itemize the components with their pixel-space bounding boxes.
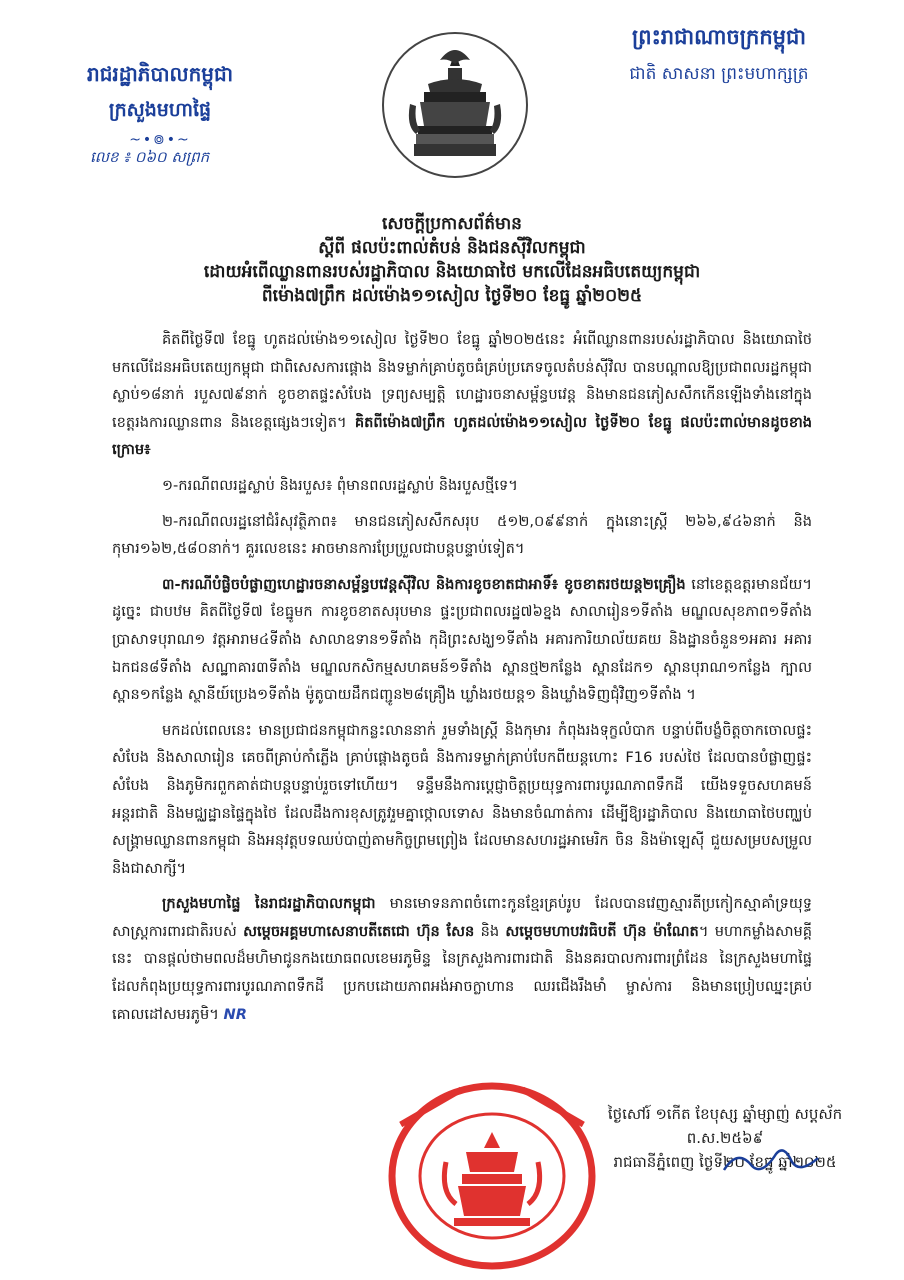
ministry-header: [60, 60, 260, 151]
item-1: ១-ករណីពលរដ្ឋស្លាប់ និងរបួស៖ ពុំមានពលរដ្ឋស្លាប់ និងរបួសថ្មីទេ។: [162, 476, 518, 494]
royal-emblem-icon: [380, 30, 530, 180]
paragraph-1: [112, 326, 812, 464]
leader-name-2: សម្តេចមហាបវរធិបតី ហ៊ុន ម៉ាណែត: [505, 922, 699, 940]
header-ornament: ~•៙•~: [129, 132, 191, 148]
kingdom-name: ព្រះរាជាណាចក្រកម្ពុជា: [631, 25, 806, 49]
item-3: [112, 571, 812, 709]
paragraph-5-text-a: មានមោទនភាពចំពោះកូនខ្មែរគ្រប់រូប ដែលបានវេញស្មារតីប្រកៀកស្មាគាំទ្រយុទ្ធសាស្ត្រការពារជាតិរបស់: [112, 895, 812, 940]
ministry-emphasis: ក្រសួងមហាផ្ទៃ នៃរាជរដ្ឋាភិបាលកម្ពុជា: [162, 895, 376, 913]
paragraph-5-text-b: និង: [474, 922, 506, 940]
item-2: ២-ករណីពលរដ្ឋនៅជំរំសុវត្ថិភាព៖ មានជនភៀសសឹកសរុប ៥១២,០៩៩នាក់ ក្នុងនោះស្ត្រី ២៦៦,៩៤៦នាក់ និងកុមារ១៦២,៥៨០នាក់។ គួរលេខនេះ អាចមានការប្រែប្រួលជាបន្តបន្ទាប់ទៀត។: [112, 512, 812, 558]
initials-mark: NR: [223, 1005, 247, 1023]
item-3-heading: ៣-ករណីបំផ្លិចបំផ្លាញហេដ្ឋារចនាសម្ព័ន្ធបវេន្តស៊ីវិល និងការខូចខាតជាអាទិ៍៖ ខូចខាតរថយន្ត២គ្រឿង: [162, 575, 686, 593]
item-3-text: នៅខេត្តឧត្តរមានជ័យ។ ដូច្នេះ ជាបឋម គិតពីថ្ងៃទី៧ ខែធ្នូមក ការខូចខាតសរុបមាន ផ្ទះប្រជាពលរដ្ឋ៧៦ខ្នង សាលារៀន១ទីតាំង មណ្ឌលសុខភាព១ទីតាំង ប្រាសាទបុរាណ១ វត្តអារាម៤ទីតាំង សាលាឧទាន១ទីតាំង កុដិព្រះសង្ឃ១ទីតាំង អគារការិយាល័យគយ និងដ្ឋានចំនួន១អគារ អគារឯកជន៨ទីតាំង សណ្ឋាគារ៣ទីតាំង មណ្ឌលកសិកម្មសហគមន៍១ទីតាំង ស្ពានថ្ម២កន្លែង ស្ពានដែក១ ស្ពានបុរាណ១កន្លែង ក្បាលស្ពាន១កន្លែង ស្ថានីយ៍ប្រេង១ទីតាំង ម៉ូតូបាយដឹកជញ្ជូន២៨គ្រឿង ឃ្លាំងរថយន្ត១ និងឃ្លាំងទិញជុំវិញ១ទីតាំង ។: [112, 575, 812, 704]
paragraph-5: [112, 890, 812, 1028]
kingdom-header: [594, 22, 844, 88]
national-motto: ជាតិ សាសនា ព្រះមហាក្សត្រ: [629, 64, 809, 84]
reference-number: លេខ ៖ ០៦០ សព្រក: [90, 148, 210, 166]
government-name: រាជរដ្ឋាភិបាលកម្ពុជា: [87, 62, 233, 86]
paragraph-1-text: គិតពីថ្ងៃទី៧ ខែធ្នូ ហូតដល់ម៉ោង១១សៀល ថ្ងៃទី២០ ខែធ្នូ ឆ្នាំ២០២៥នេះ អំពើឈ្លានពានរបស់រដ្ឋាភិបាល និងយោធាថៃ មកលើដែនអធិបតេយ្យកម្ពុជា ជាពិសេសការផ្តោង និងទម្លាក់គ្រាប់តូចធំគ្រប់ប្រភេទចូលតំបន់ស៊ីវិល បានបណ្តាលឱ្យប្រជាពលរដ្ឋកម្ពុជាស្លាប់១៨នាក់ របួស៧៩នាក់ ខូចខាតផ្ទះសំបែង ទ្រព្យសម្បត្តិ ហេដ្ឋារចនាសម្ព័ន្ធបវេន្ត និងមានជនភៀសសឹកកើនឡើងទាំងនៅក្នុងខេត្តរងការឈ្លានពាន និងខេត្តផ្សេងៗទៀត។: [112, 331, 812, 431]
leader-name-1: សម្តេចអគ្គមហាសេនាបតីតេជោ ហ៊ុន សែន: [243, 922, 475, 940]
title-line-4: ពីម៉ោង៧ព្រឹក ដល់ម៉ោង១១សៀល ថ្ងៃទី២០ ខែធ្នូ ឆ្នាំ២០២៥: [261, 286, 643, 306]
title-line-2: ស្តីពី ផលប៉ះពាល់តំបន់ និងជនស៊ីវិលកម្ពុជា: [318, 238, 586, 258]
place-and-date: រាជធានីភ្នំពេញ ថ្ងៃទី២០ ខែធ្នូ ឆ្នាំ២០២៥: [613, 1153, 837, 1171]
ministry-name: ក្រសួងមហាផ្ទៃ: [108, 99, 212, 121]
document-title: [100, 212, 804, 308]
paragraph-5-text-c: ។ មហាកម្លាំងសាមគ្គីនេះ បានផ្តល់ថាមពលដ៏មហិមាជូនកងយោធពលខេមរភូមិន្ទ នៃក្រសួងការពារជាតិ និងនគរបាលការពារព្រំដែន នៃក្រសួងមហាផ្ទៃ ដែលកំពុងប្រយុទ្ធការពារបូរណភាពទឹកដី ប្រកបដោយភាពអង់អាចក្លាហាន ឈរជើងរឹងមាំ ម្ចាស់ការ និងមានប្រៀបឈ្នះគ្រប់គោលដៅសមរភូមិ។: [112, 922, 813, 1023]
lunar-date: ថ្ងៃសៅរ៍ ១កើត ខែបុស្ស ឆ្នាំម្សាញ់ សប្តស័ក ព.ស.២៥៦៩: [607, 1105, 843, 1147]
title-line-3: ដោយអំពើឈ្លានពានរបស់រដ្ឋាភិបាល និងយោធាថៃ មកលើដែនអធិបតេយ្យកម្ពុជា: [203, 262, 701, 282]
document-body: [112, 326, 812, 1036]
signature-icon: [718, 1140, 828, 1180]
paragraph-4: មកដល់ពេលនេះ មានប្រជាជនកម្ពុជាកន្លះលាននាក់ រួមទាំងស្ត្រី និងកុមារ កំពុងរងទុក្ខលំបាក បន្ទាប់ពីបង្ខំចិត្តចាកចោលផ្ទះសំបែង និងសាលារៀន គេចពីគ្រាប់កាំភ្លើង គ្រាប់ផ្តោងតូចធំ និងការទម្លាក់គ្រាប់បែកពីយន្តហោះ F16 របស់ថៃ ដែលបានបំផ្លាញផ្ទះសំបែង និងភូមិករពួកគាត់ជាបន្តបន្ទាប់រួចទៅហើយ។ ទន្ទឹមនឹងការប្តេជ្ញាចិត្តប្រយុទ្ធការពារបូរណភាពទឹកដី យើងទទួចសហគមន៍អន្តរជាតិ និងមជ្ឈដ្ឋានផ្ទៃក្នុងថៃ ដែលដឹងការខុសត្រូវរួមគ្នាថ្កោលទោស និងមានចំណាត់ការ ដើម្បីឱ្យរដ្ឋាភិបាល និងយោធាថៃបញ្ឈប់សង្គ្រាមឈ្លានពានកម្ពុជា និងអនុវត្តបទឈប់បាញ់តាមកិច្ចព្រមព្រៀង ដែលមានសហរដ្ឋអាមេរិក ចិន និងម៉ាឡេស៊ី ជួយសម្របសម្រួល និងជាសាក្សី។: [112, 721, 812, 877]
paragraph-1-emphasis: គិតពីម៉ោង៧ព្រឹក ហូតដល់ម៉ោង១១សៀល ថ្ងៃទី២០ ខែធ្នូ ផលប៉ះពាល់មានដូចខាងក្រោម៖: [112, 413, 813, 459]
ministry-seal-icon: [388, 1082, 596, 1270]
title-line-1: សេចក្តីប្រកាសព័ត៌មាន: [382, 214, 522, 234]
